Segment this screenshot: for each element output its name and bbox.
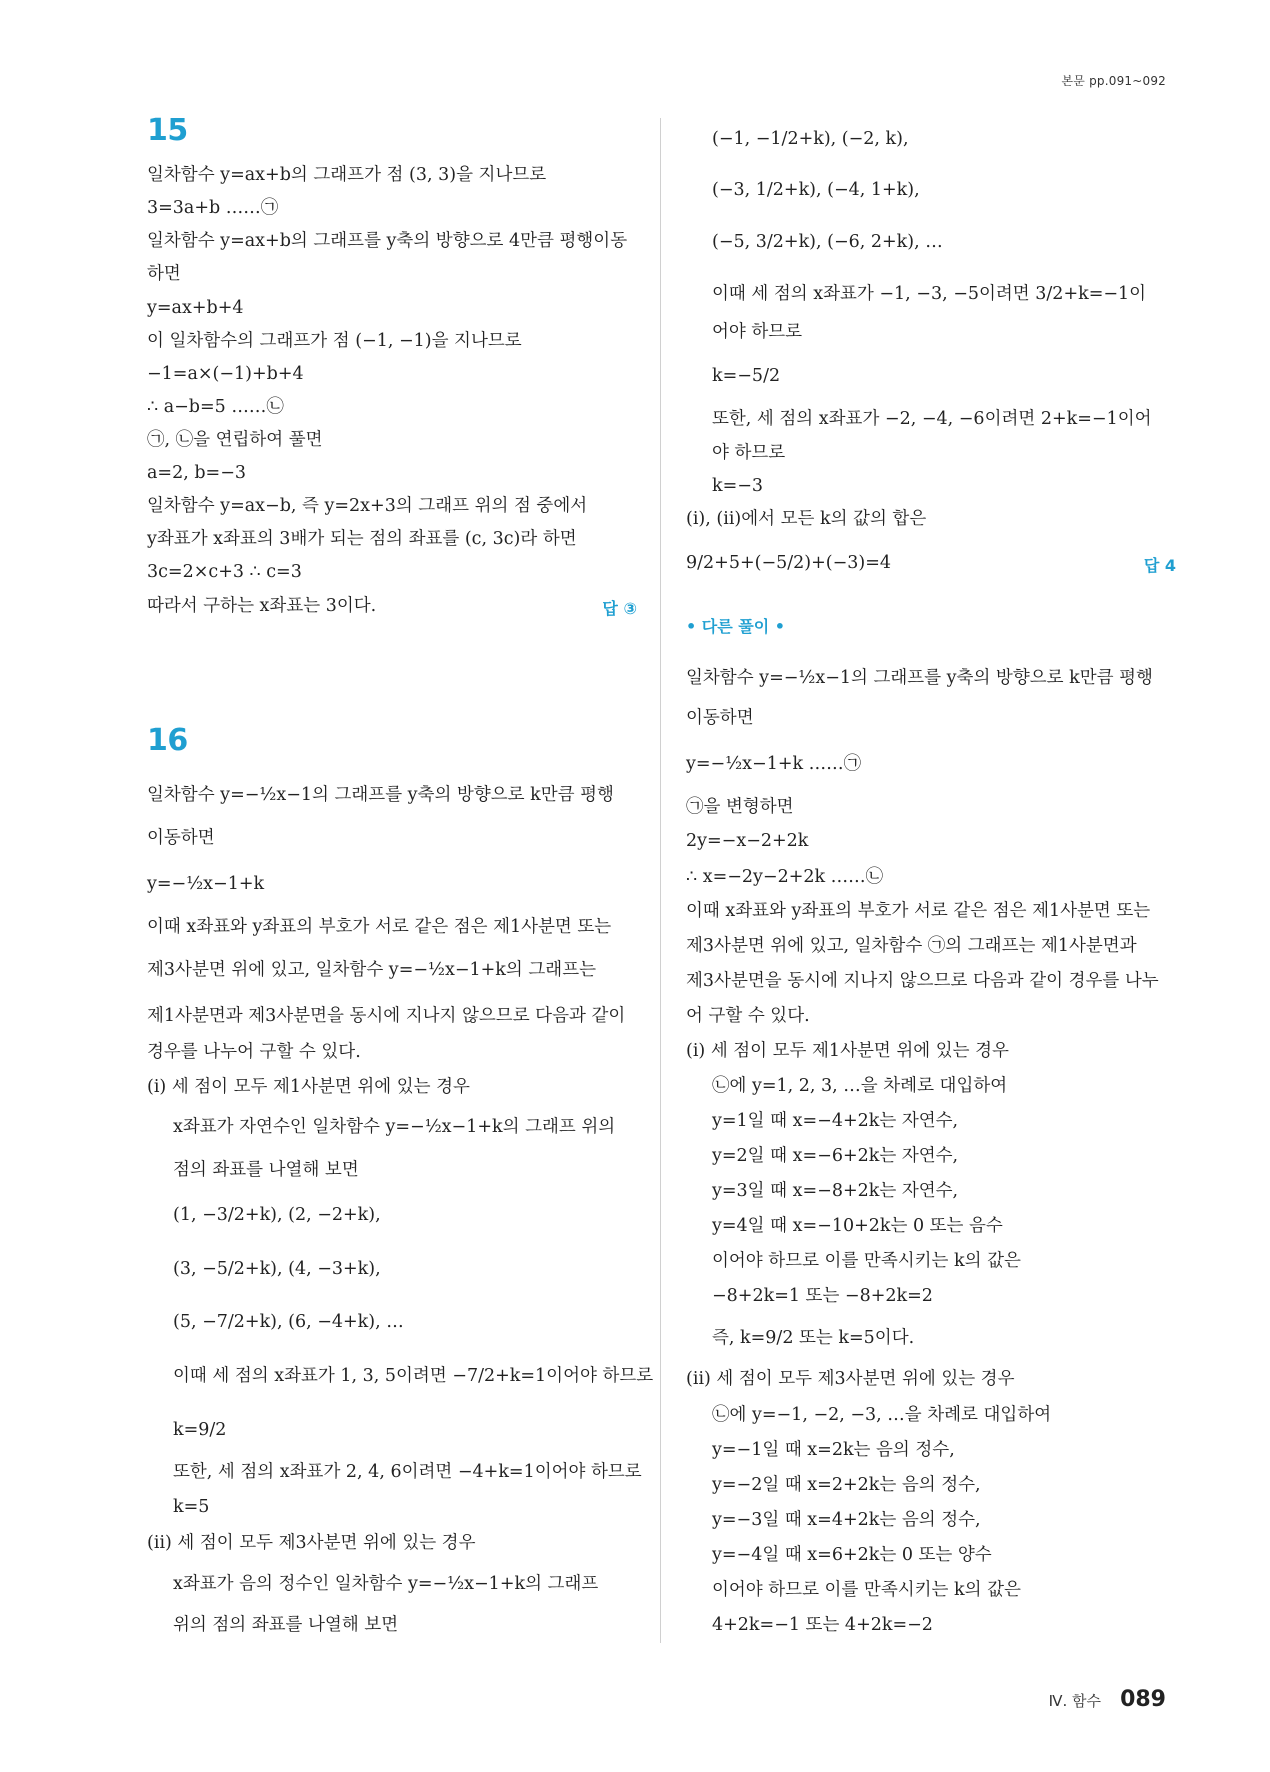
alt-line: ∴ x=−2y−2+2k ……㉡ [686,867,884,887]
p15-line: y=ax+b+4 [147,298,244,318]
p15-line: ㉠, ㉡을 연립하여 풀면 [147,430,323,450]
alt-line: 이때 x좌표와 y좌표의 부호가 서로 같은 점은 제1사분면 또는 [686,901,1151,921]
alt-line: 일차함수 y=−½x−1의 그래프를 y축의 방향으로 k만큼 평행 [686,668,1153,688]
p16-line: (3, −5/2+k), (4, −3+k), [173,1259,381,1279]
alt-line: y=−2일 때 x=2+2k는 음의 정수, [712,1475,981,1495]
alt-line: 즉, k=9/2 또는 k=5이다. [712,1328,915,1348]
p16-line: 일차함수 y=−½x−1의 그래프를 y축의 방향으로 k만큼 평행 [147,785,614,805]
alt-line: (ⅱ) 세 점이 모두 제3사분면 위에 있는 경우 [686,1369,1015,1389]
p15-line: 일차함수 y=ax+b의 그래프가 점 (3, 3)을 지나므로 [147,165,547,185]
p16-line: (5, −7/2+k), (6, −4+k), … [173,1312,404,1332]
p16-line: 이때 x좌표와 y좌표의 부호가 서로 같은 점은 제1사분면 또는 [147,917,612,937]
p16-cont-line: (ⅰ), (ⅱ)에서 모든 k의 값의 합은 [686,509,927,529]
p15-line: 3=3a+b ……㉠ [147,198,279,218]
p15-line: 따라서 구하는 x좌표는 3이다. [147,596,377,616]
alt-line: y=1일 때 x=−4+2k는 자연수, [712,1111,959,1131]
column-divider [660,118,661,1643]
p16-line: 이동하면 [147,828,215,848]
page-footer [1049,1687,1166,1712]
p16-cont-line: 이때 세 점의 x좌표가 −1, −3, −5이려면 3/2+k=−1이 [712,284,1147,304]
alt-line: 이어야 하므로 이를 만족시키는 k의 값은 [712,1251,1021,1271]
page-reference: 본문 pp.091~092 [1061,74,1166,88]
alt-line: −8+2k=1 또는 −8+2k=2 [712,1286,933,1306]
alt-line: 제3사분면을 동시에 지나지 않으므로 다음과 같이 경우를 나누 [686,971,1159,991]
p16-line: 또한, 세 점의 x좌표가 2, 4, 6이려면 −4+k=1이어야 하므로 [173,1462,642,1482]
problem-15-number: 15 [147,113,188,148]
alt-line: y=4일 때 x=−10+2k는 0 또는 음수 [712,1216,1003,1236]
p16-line: 제3사분면 위에 있고, 일차함수 y=−½x−1+k의 그래프는 [147,960,597,980]
p16-line: 점의 좌표를 나열해 보면 [173,1160,359,1180]
p16-line: 제1사분면과 제3사분면을 동시에 지나지 않으므로 다음과 같이 [147,1006,626,1026]
p16-cont-line: 9/2+5+(−5/2)+(−3)=4 [686,553,892,573]
p15-line: −1=a×(−1)+b+4 [147,364,304,384]
alt-line: ㉠을 변형하면 [686,797,794,817]
p15-line: 하면 [147,264,181,284]
p15-line: 3c=2×c+3 ∴ c=3 [147,562,302,582]
p16-line: k=5 [173,1497,210,1517]
p16-line: x좌표가 음의 정수인 일차함수 y=−½x−1+k의 그래프 [173,1574,599,1594]
p16-cont-line: 야 하므로 [712,443,786,463]
alternative-solution-title: • 다른 풀이 • [686,617,785,636]
p16-line: 위의 점의 좌표를 나열해 보면 [173,1615,399,1635]
p16-answer: 답 4 [1143,556,1176,575]
alt-line: 어 구할 수 있다. [686,1006,810,1026]
p15-line: 일차함수 y=ax−b, 즉 y=2x+3의 그래프 위의 점 중에서 [147,496,588,516]
p16-line: 경우를 나누어 구할 수 있다. [147,1042,361,1062]
alt-line: y=−½x−1+k ……㉠ [686,754,862,774]
alt-line: y=−3일 때 x=4+2k는 음의 정수, [712,1510,981,1530]
p16-cont-line: k=−3 [712,476,764,496]
p16-cont-line: (−5, 3/2+k), (−6, 2+k), … [712,232,943,252]
p16-line: (ⅰ) 세 점이 모두 제1사분면 위에 있는 경우 [147,1077,470,1097]
p16-cont-line: k=−5/2 [712,366,781,386]
p16-cont-line: (−3, 1/2+k), (−4, 1+k), [712,180,920,200]
p16-cont-line: 어야 하므로 [712,322,803,342]
p16-line: y=−½x−1+k [147,874,265,894]
p16-line: x좌표가 자연수인 일차함수 y=−½x−1+k의 그래프 위의 [173,1117,616,1137]
alt-line: 4+2k=−1 또는 4+2k=−2 [712,1615,933,1635]
p15-line: 일차함수 y=ax+b의 그래프를 y축의 방향으로 4만큼 평행이동 [147,231,628,251]
page-number: 089 [1120,1687,1166,1712]
alt-line: 이어야 하므로 이를 만족시키는 k의 값은 [712,1580,1021,1600]
alt-line: 제3사분면 위에 있고, 일차함수 ㉠의 그래프는 제1사분면과 [686,936,1137,956]
p15-line: ∴ a−b=5 ……㉡ [147,397,284,417]
p15-line: a=2, b=−3 [147,463,247,483]
alt-line: y=−1일 때 x=2k는 음의 정수, [712,1440,955,1460]
p16-cont-line: (−1, −1/2+k), (−2, k), [712,129,909,149]
alt-line: ㉡에 y=−1, −2, −3, …을 차례로 대입하여 [712,1405,1052,1425]
p15-answer: 답 ③ [602,599,637,618]
p15-line: 이 일차함수의 그래프가 점 (−1, −1)을 지나므로 [147,331,522,351]
p16-line: (1, −3/2+k), (2, −2+k), [173,1205,381,1225]
p16-line: (ⅱ) 세 점이 모두 제3사분면 위에 있는 경우 [147,1533,476,1553]
p16-line: k=9/2 [173,1420,227,1440]
problem-16-number: 16 [147,723,188,758]
alt-line: 2y=−x−2+2k [686,831,809,851]
p16-line: 이때 세 점의 x좌표가 1, 3, 5이려면 −7/2+k=1이어야 하므로 [173,1366,654,1386]
alt-line: (ⅰ) 세 점이 모두 제1사분면 위에 있는 경우 [686,1041,1009,1061]
p16-cont-line: 또한, 세 점의 x좌표가 −2, −4, −6이려면 2+k=−1이어 [712,409,1152,429]
alt-line: y=3일 때 x=−8+2k는 자연수, [712,1181,959,1201]
alt-line: 이동하면 [686,708,754,728]
chapter-label: Ⅳ. 함수 [1048,1692,1101,1710]
alt-line: ㉡에 y=1, 2, 3, …을 차례로 대입하여 [712,1076,1008,1096]
alt-line: y=−4일 때 x=6+2k는 0 또는 양수 [712,1545,992,1565]
p15-line: y좌표가 x좌표의 3배가 되는 점의 좌표를 (c, 3c)라 하면 [147,529,577,549]
alt-line: y=2일 때 x=−6+2k는 자연수, [712,1146,959,1166]
